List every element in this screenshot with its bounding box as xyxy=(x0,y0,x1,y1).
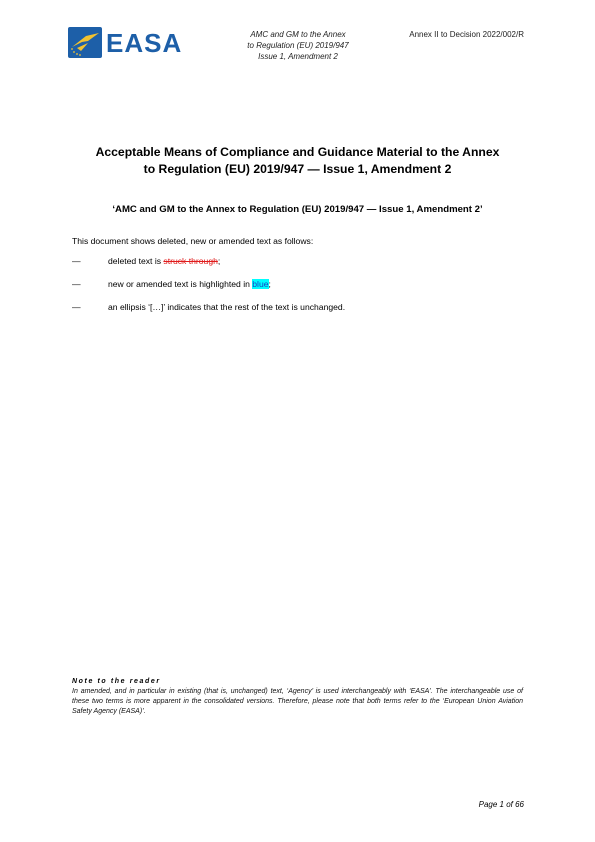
highlight-sample: blue xyxy=(252,279,269,289)
header-document-title xyxy=(222,29,374,62)
list-item xyxy=(72,256,522,267)
intro-paragraph: This document shows deleted, new or amended text as follows: xyxy=(72,236,314,246)
document-title xyxy=(72,144,523,178)
logo-wordmark: EASA xyxy=(106,28,183,58)
list-text-after: ; xyxy=(217,256,221,266)
title-line: to Regulation (EU) 2019/947 — Issue 1, Amendment 2 xyxy=(143,162,452,176)
easa-logo xyxy=(68,26,183,60)
page-number: Page 1 of 66 xyxy=(478,800,524,809)
list-dash: — xyxy=(72,279,81,289)
list-text-before: deleted text is xyxy=(108,256,164,266)
list-dash: — xyxy=(72,256,81,266)
header-decision-ref: Annex II to Decision 2022/002/R xyxy=(409,30,524,39)
list-item-text xyxy=(108,302,345,313)
legend-list xyxy=(72,256,522,325)
easa-bird-icon xyxy=(68,27,102,58)
list-dash: — xyxy=(72,302,81,312)
list-text-after: ; xyxy=(268,279,271,289)
list-item xyxy=(72,279,522,290)
header-line: AMC and GM to the Annex xyxy=(250,30,346,39)
note-body: In amended, and in particular in existing (that is, unchanged) text, ‘Agency’ is used interchangeably with ‘EASA’. The interchangeable use of these two terms is more apparent in the consolidated versions. Therefore, please note that both terms refer to the ‘European Union Aviation Safety Agency (EASA)’. xyxy=(72,688,523,716)
list-item-text xyxy=(108,279,271,290)
list-item-text xyxy=(108,256,220,267)
struck-through-sample: struck through xyxy=(163,256,218,266)
document-subtitle: ‘AMC and GM to the Annex to Regulation (EU) 2019/947 — Issue 1, Amendment 2’ xyxy=(112,204,483,215)
header-line: to Regulation (EU) 2019/947 xyxy=(247,41,349,50)
list-text-before: new or amended text is highlighted in xyxy=(108,279,253,289)
list-text-before: an ellipsis ‘[…]’ indicates that the rest of the text is unchanged. xyxy=(108,302,346,312)
title-line: Acceptable Means of Compliance and Guidance Material to the Annex xyxy=(95,145,500,159)
list-item xyxy=(72,302,522,313)
note-heading: Note to the reader xyxy=(72,678,161,685)
header-line: Issue 1, Amendment 2 xyxy=(258,52,338,61)
